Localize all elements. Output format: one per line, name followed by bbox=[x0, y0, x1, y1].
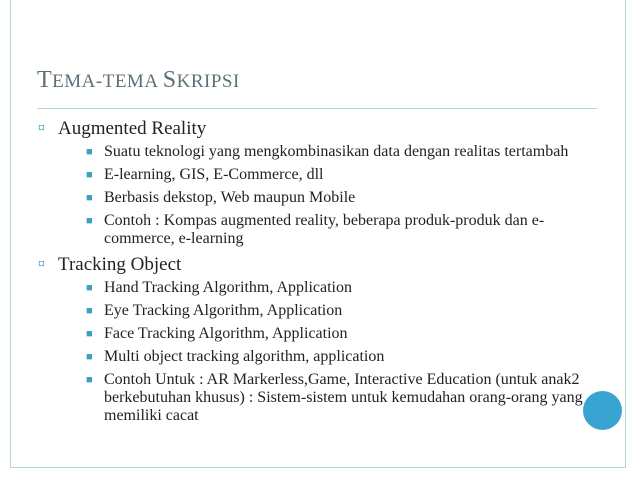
title-initial: S bbox=[162, 67, 177, 93]
sub-bullet-list bbox=[58, 143, 598, 248]
bullet-list bbox=[38, 113, 598, 430]
square-bullet-icon: ■ bbox=[86, 374, 93, 386]
square-bullet-icon: ■ bbox=[86, 192, 93, 204]
list-item-text: Eye Tracking Algorithm, Application bbox=[104, 302, 343, 319]
list-item bbox=[58, 189, 598, 207]
square-bullet-icon: ■ bbox=[86, 215, 93, 227]
bullet-icon: ¤ bbox=[38, 121, 45, 136]
title-divider bbox=[37, 108, 597, 109]
list-item bbox=[58, 302, 598, 320]
square-bullet-icon: ■ bbox=[86, 146, 93, 158]
section-tracking-object bbox=[38, 253, 598, 425]
section-heading: Tracking Object bbox=[58, 254, 182, 275]
sub-bullet-list bbox=[58, 279, 598, 425]
list-item bbox=[58, 166, 598, 184]
section-augmented-reality bbox=[38, 117, 598, 248]
title-rest: EMA-TEMA bbox=[52, 71, 163, 92]
list-item bbox=[58, 371, 598, 425]
title-rest: KRIPSI bbox=[176, 71, 240, 92]
square-bullet-icon: ■ bbox=[86, 328, 93, 340]
list-item-text: Berbasis dekstop, Web maupun Mobile bbox=[104, 189, 356, 206]
list-item-text: Contoh Untuk : AR Markerless,Game, Interactive Education (untuk anak2 berkebutuhan khusus) : Sistem-sistem untuk kemudahan orang-orang yang memiliki cacat bbox=[104, 371, 583, 424]
title-initial: T bbox=[37, 67, 53, 93]
square-bullet-icon: ■ bbox=[86, 169, 93, 181]
list-item-text: Face Tracking Algorithm, Application bbox=[104, 325, 348, 342]
list-item bbox=[58, 143, 598, 161]
square-bullet-icon: ■ bbox=[86, 305, 93, 317]
list-item-text: E-learning, GIS, E-Commerce, dll bbox=[104, 166, 324, 183]
bullet-icon: ¤ bbox=[38, 257, 45, 272]
list-item-text: Multi object tracking algorithm, application bbox=[104, 348, 385, 365]
list-item bbox=[58, 279, 598, 297]
square-bullet-icon: ■ bbox=[86, 282, 93, 294]
slide-title bbox=[37, 58, 240, 95]
list-item-text: Suatu teknologi yang mengkombinasikan data dengan realitas tertambah bbox=[104, 143, 569, 160]
square-bullet-icon: ■ bbox=[86, 351, 93, 363]
list-item-text: Contoh : Kompas augmented reality, beberapa produk-produk dan e-commerce, e-learning bbox=[104, 212, 545, 247]
list-item bbox=[58, 348, 598, 366]
section-heading: Augmented Reality bbox=[58, 118, 207, 139]
decorative-circle bbox=[583, 391, 622, 430]
list-item bbox=[58, 325, 598, 343]
list-item bbox=[58, 212, 598, 248]
list-item-text: Hand Tracking Algorithm, Application bbox=[104, 279, 352, 296]
